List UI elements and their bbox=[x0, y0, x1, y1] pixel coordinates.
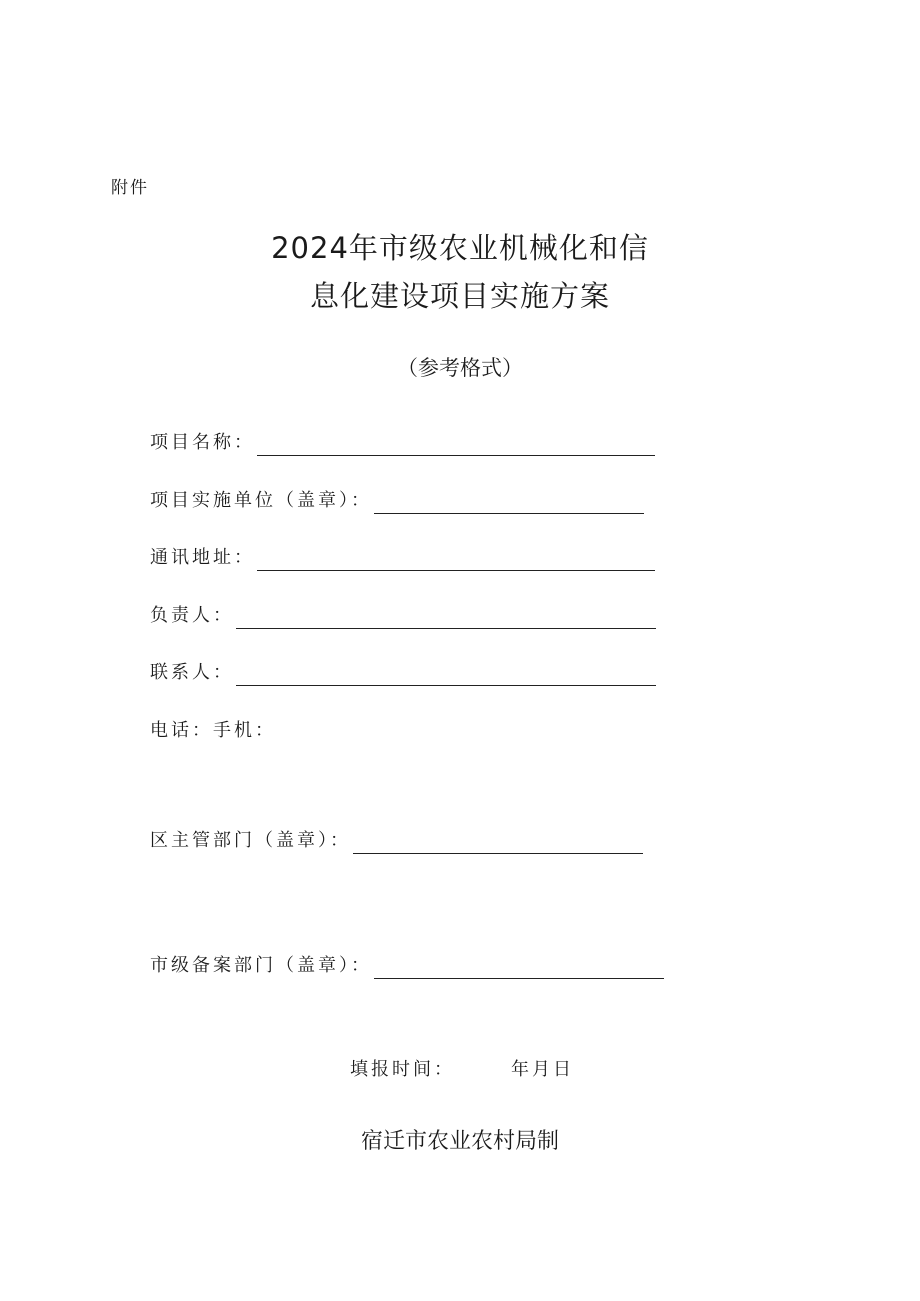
implementing-unit-field bbox=[150, 488, 644, 514]
project-name-label: 项目名称： bbox=[150, 432, 255, 453]
responsible-person-field bbox=[150, 603, 656, 629]
fill-date-line bbox=[350, 1055, 574, 1081]
city-filing-department-label: 市级备案部门（盖章）： bbox=[150, 955, 372, 976]
address-label: 通讯地址： bbox=[150, 547, 255, 568]
district-department-blank[interactable] bbox=[353, 833, 643, 854]
contact-person-label: 联系人： bbox=[150, 662, 234, 683]
city-filing-department-field bbox=[150, 953, 664, 979]
document-title-line-2: 息化建设项目实施方案 bbox=[309, 279, 610, 313]
address-field bbox=[150, 545, 655, 571]
contact-person-field bbox=[150, 660, 656, 686]
implementing-unit-label: 项目实施单位（盖章）： bbox=[150, 490, 372, 511]
address-blank[interactable] bbox=[257, 550, 655, 571]
issuer: 宿迁市农业农村局制 bbox=[360, 1129, 559, 1154]
fill-date-units: 年月日 bbox=[511, 1059, 574, 1080]
attachment-label: 附件 bbox=[111, 178, 149, 198]
project-name-blank[interactable] bbox=[257, 435, 655, 456]
phone-label: 电话：手机： bbox=[150, 720, 276, 741]
phone-field bbox=[150, 718, 276, 744]
district-department-label: 区主管部门（盖章）： bbox=[150, 830, 351, 851]
district-department-field bbox=[150, 828, 643, 854]
document-subtitle: （参考格式） bbox=[397, 356, 523, 380]
contact-person-blank[interactable] bbox=[236, 665, 656, 686]
implementing-unit-blank[interactable] bbox=[374, 493, 644, 514]
document-title-line-1: 2024年市级农业机械化和信 bbox=[271, 231, 649, 265]
responsible-person-blank[interactable] bbox=[236, 608, 656, 629]
responsible-person-label: 负责人： bbox=[150, 605, 234, 626]
fill-date-label: 填报时间： bbox=[350, 1059, 455, 1080]
project-name-field bbox=[150, 430, 655, 456]
city-filing-department-blank[interactable] bbox=[374, 958, 664, 979]
